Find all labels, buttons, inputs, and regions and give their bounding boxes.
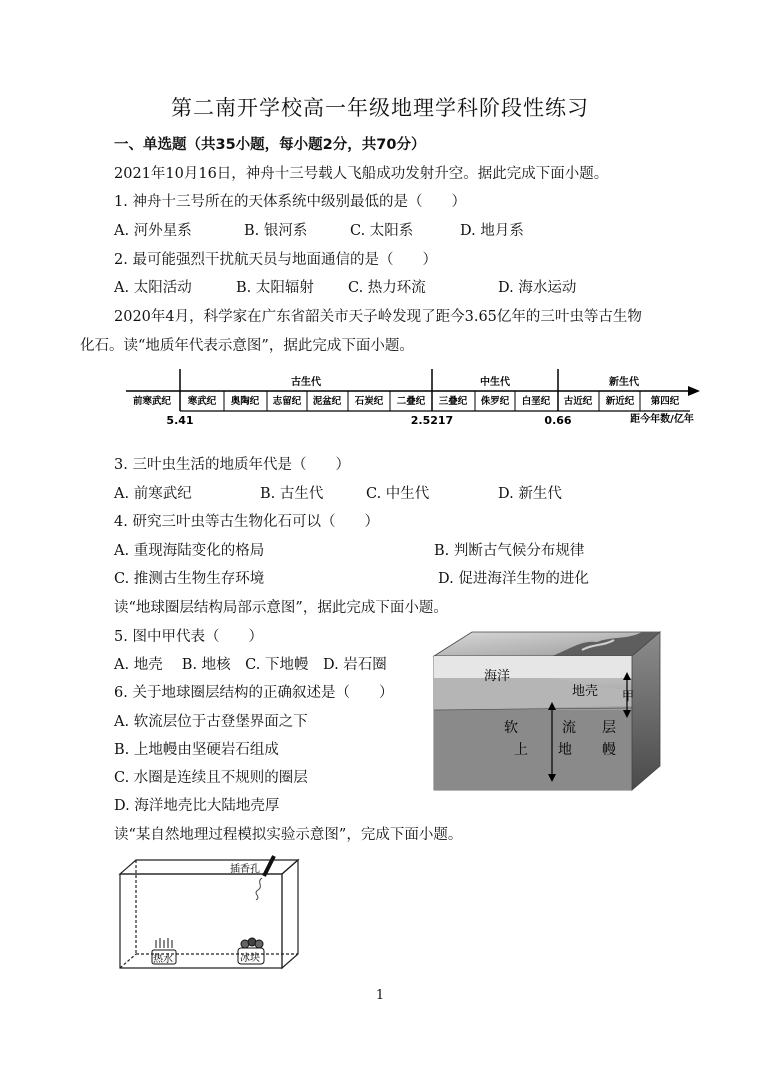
period-label: 泥盆纪 (312, 396, 342, 407)
soft-layer-label: 层 (602, 720, 616, 736)
question-stem: 1. 神舟十三号所在的天体系统中级别最低的是（ ） (114, 194, 466, 210)
option-a: A. 软流层位于古登堡界面之下 (114, 714, 308, 730)
era-label: 中生代 (480, 377, 510, 388)
section-heading: 一、单选题（共35小题，每小题2分，共70分） (114, 137, 426, 153)
page-title: 第二南开学校高一年级地理学科阶段性练习 (171, 96, 589, 120)
period-label: 侏罗纪 (480, 396, 510, 407)
question-stem: 2. 最可能强烈干扰航天员与地面通信的是（ ） (114, 252, 437, 268)
option-b: B. 银河系 (244, 223, 308, 239)
mantle-label: 地 (558, 742, 572, 758)
option-c: C. 推测古生物生存环境 (114, 571, 265, 587)
age-value: 2.5217 (410, 414, 454, 427)
page-number: 1 (375, 988, 385, 1003)
soft-layer-label: 流 (562, 720, 576, 736)
earth-layers-diagram (432, 628, 664, 792)
question-stem: 3. 三叶虫生活的地质年代是（ ） (114, 457, 350, 473)
intro-text: 读“地球圈层结构局部示意图”，据此完成下面小题。 (114, 600, 448, 616)
mantle-label: 幔 (602, 742, 616, 758)
question-stem: 5. 图中甲代表（ ） (114, 629, 263, 645)
period-label: 奥陶纪 (230, 396, 260, 407)
age-value: 0.66 (544, 414, 572, 427)
question-stem: 4. 研究三叶虫等古生物化石可以（ ） (114, 514, 379, 530)
intro-text: 读“某自然地理过程模拟实验示意图”，完成下面小题。 (114, 827, 463, 843)
option-c: C. 太阳系 (350, 223, 414, 239)
ice-label: 冰块 (240, 953, 260, 964)
option-b: B. 古生代 (260, 486, 324, 502)
mantle-label: 上 (514, 742, 528, 758)
option-b: B. 判断古气候分布规律 (434, 543, 585, 559)
age-value: 5.41 (166, 414, 194, 427)
jia-label: 甲 (622, 689, 635, 703)
period-label: 志留纪 (272, 396, 302, 407)
option-c: C. 水圈是连续且不规则的圈层 (114, 770, 308, 786)
axis-unit: 距今年数/亿年 (630, 414, 694, 425)
crust-label: 地壳 (572, 684, 599, 699)
option-d: D. 新生代 (498, 486, 562, 502)
option-c: C. 热力环流 (348, 280, 426, 296)
intro-text: 2020年4月，科学家在广东省韶关市天子岭发现了距今3.65亿年的三叶虫等古生物 (114, 309, 642, 325)
period-label: 古近纪 (563, 396, 593, 407)
option-b: B. 上地幔由坚硬岩石组成 (114, 742, 279, 758)
period-label: 新近纪 (605, 396, 635, 407)
era-label: 古生代 (291, 377, 321, 388)
era-label: 新生代 (609, 377, 639, 388)
option-a: A. 太阳活动 (114, 280, 192, 296)
period-label: 第四纪 (650, 396, 680, 407)
period-label: 石炭纪 (354, 396, 384, 407)
option-c: C. 中生代 (366, 486, 430, 502)
intro-text: 化石。读“地质年代表示意图”，据此完成下面小题。 (80, 338, 414, 354)
option-b: B. 太阳辐射 (236, 280, 314, 296)
question-stem: 6. 关于地球圈层结构的正确叙述是（ ） (114, 685, 394, 701)
experiment-diagram (112, 850, 312, 976)
period-label: 二叠纪 (396, 396, 426, 407)
option-d: D. 海洋地壳比大陆地壳厚 (114, 798, 280, 814)
option-d: D. 地月系 (460, 223, 524, 239)
ocean-label: 海洋 (484, 669, 511, 684)
option-d: D. 海水运动 (498, 280, 577, 296)
option-a: A. 前寒武纪 (114, 486, 192, 502)
period-label: 三叠纪 (438, 396, 468, 407)
incense-label: 插香孔 (230, 864, 260, 875)
soft-layer-label: 软 (504, 720, 518, 736)
geologic-timeline (120, 365, 710, 435)
period-label: 寒武纪 (187, 396, 217, 407)
hot-water-label: 热水 (153, 954, 173, 965)
period-label: 白垩纪 (521, 396, 551, 407)
option-a: A. 河外星系 (114, 223, 192, 239)
options-line: A. 地壳 B. 地核 C. 下地幔 D. 岩石圈 (114, 657, 387, 673)
option-d: D. 促进海洋生物的进化 (438, 571, 589, 587)
period-label: 前寒武纪 (132, 396, 172, 407)
intro-text: 2021年10月16日，神舟十三号载人飞船成功发射升空。据此完成下面小题。 (114, 166, 609, 182)
option-a: A. 重现海陆变化的格局 (114, 543, 265, 559)
